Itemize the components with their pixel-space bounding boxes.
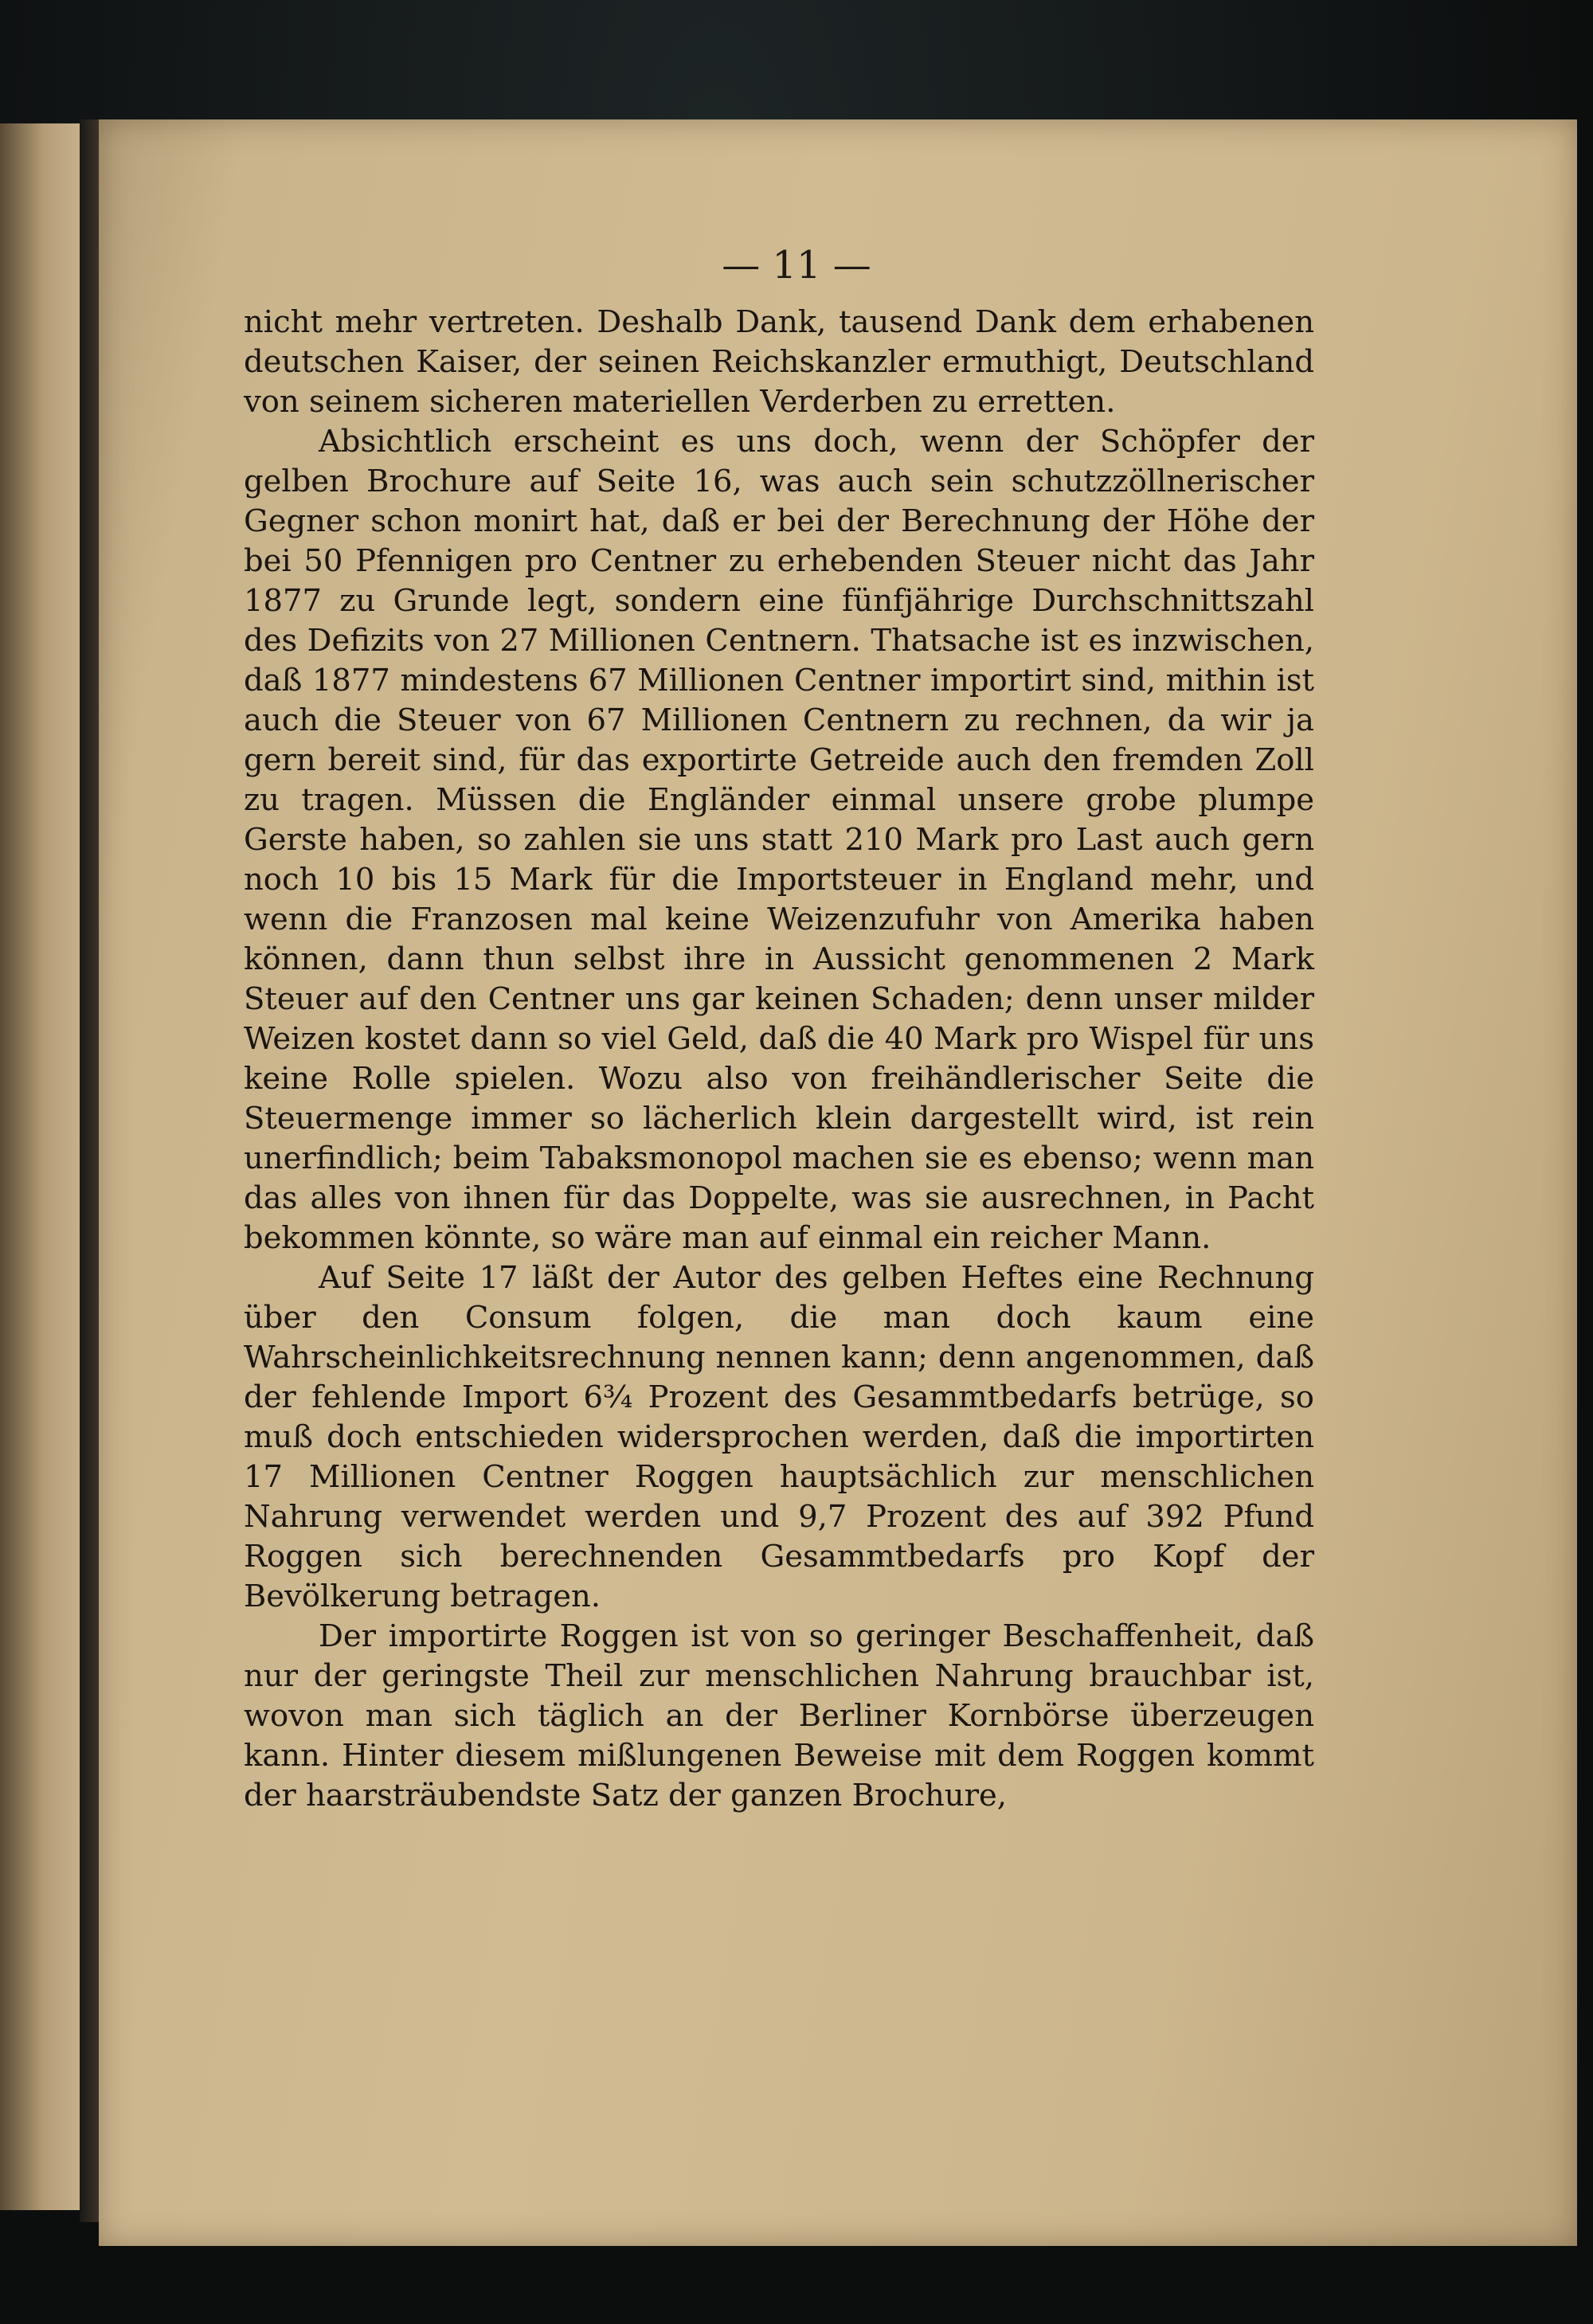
facing-page-edge (0, 123, 80, 2210)
paragraph: Absichtlich erscheint es uns doch, wenn der Schöpfer der gelben Brochure auf Seite 16, was auch sein schutzzöllnerischer Gegner schon monirt hat, daß er bei der Berechnung der Höhe der bei 50 Pfennigen pro Centner zu erhebenden Steuer nicht das Jahr 1877 zu Grunde legt, sondern eine fünfjährige Durchschnittszahl des Defizits von 27 Millionen Centnern. Thatsache ist es inzwischen, daß 1877 mindestens 67 Millionen Centner importirt sind, mithin ist auch die Steuer von 67 Millionen Centnern zu rechnen, da wir ja gern bereit sind, für das exportirte Getreide auch den fremden Zoll zu tragen. Müssen die Engländer einmal unsere grobe plumpe Gerste haben, so zahlen sie uns statt 210 Mark pro Last auch gern noch 10 bis 15 Mark für die Importsteuer in England mehr, und wenn die Franzosen mal keine Weizenzufuhr von Amerika haben können, dann thun selbst ihre in Aussicht genommenen 2 Mark Steuer auf den Centner uns gar keinen Schaden; denn unser milder Weizen kostet dann so viel Geld, daß die 40 Mark pro Wispel für uns keine Rolle spielen. Wozu also von freihändlerischer Seite die Steuermenge immer so lächerlich klein dargestellt wird, ist rein unerfindlich; beim Tabaksmonopol machen sie es ebenso; wenn man das alles von ihnen für das Doppelte, was sie ausrechnen, in Pacht bekommen könnte, so wäre man auf einmal ein reicher Mann. (244, 424, 1314, 1256)
paragraph: Der importirte Roggen ist von so geringer Beschaffenheit, daß nur der geringste Theil zur menschlichen Nahrung brauchbar ist, wovon man sich täglich an der Berliner Kornbörse überzeugen kann. Hinter diesem mißlungenen Beweise mit dem Roggen kommt der haarsträubendste Satz der ganzen Brochure, (244, 1618, 1314, 1813)
paragraph: Auf Seite 17 läßt der Autor des gelben Heftes eine Rechnung über den Consum folgen, die man doch kaum eine Wahrscheinlichkeitsrechnung nennen kann; denn angenommen, daß der fehlende Import 6¾ Prozent des Gesammtbedarfs betrüge, so muß doch entschieden widersprochen werden, daß die importirten 17 Millionen Centner Roggen hauptsächlich zur menschlichen Nahrung verwendet werden und 9,7 Prozent des auf 392 Pfund Roggen sich berechnenden Gesammtbedarfs pro Kopf der Bevölkerung betragen. (244, 1260, 1314, 1614)
page-number: — 11 — (722, 243, 871, 288)
paragraph-continuation: nicht mehr vertreten. Deshalb Dank, tausend Dank dem erhabenen deutschen Kaiser, der seinen Reichskanzler ermuthigt, Deutschland von seinem sicheren materiellen Verderben zu erretten. (244, 304, 1314, 420)
book-gutter (80, 119, 99, 2222)
body-text (244, 303, 1314, 1816)
